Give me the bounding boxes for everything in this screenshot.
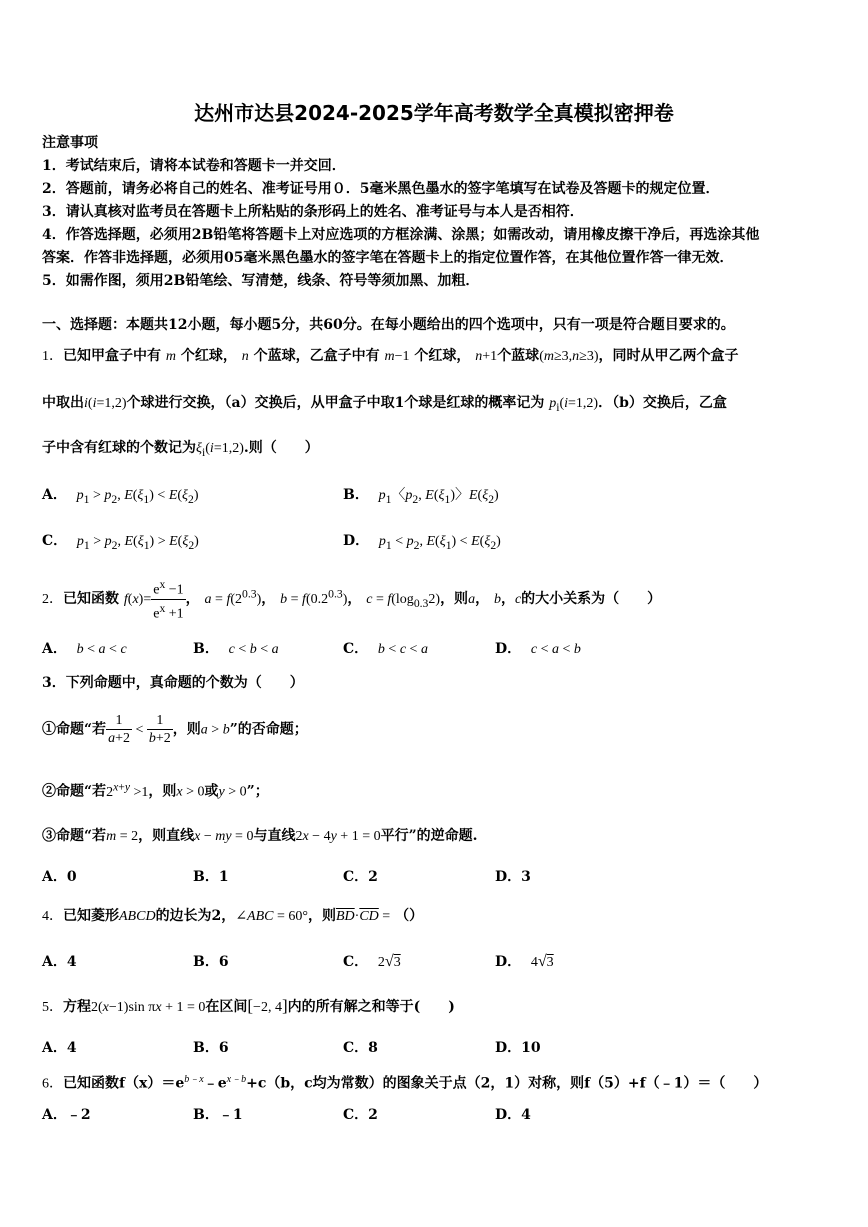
question-2-option-a[interactable]: A． b < a < c [42, 641, 127, 657]
question-4-option-b[interactable]: B．6 [193, 954, 229, 970]
question-1-line-2: 中取出i(i=1,2)个球进行交换，（a）交换后，从甲盒子中取1个球是红球的概率记为 $p_i(i=1,2)$．（b）交换后，乙盒 [42, 395, 727, 414]
question-5-option-a[interactable]: A．4 [42, 1040, 77, 1056]
notice-item-4: 4．作答选择题，必须用2B铅笔将答题卡上对应选项的方框涂满、涂黑；如需改动，请用橡皮擦干净后，再选涂其他 [42, 227, 760, 243]
question-3-option-c[interactable]: C．2 [343, 869, 378, 885]
exam-title: 达州市达县2024-2025学年高考数学全真模拟密押卷 [194, 101, 674, 125]
question-6-option-a[interactable]: A．﹣2 [42, 1107, 91, 1123]
question-4-option-a[interactable]: A．4 [42, 954, 77, 970]
question-1-line-1: 1．已知甲盒子中有 m 个红球， n 个蓝球，乙盒子中有 m−1 个红球， n+1个蓝球(m≥3,n≥3)，同时从甲乙两个盒子 [42, 348, 739, 364]
question-3-proposition-3: ③命题“若m = 2，则直线x − my = 0与直线2x − 4y + 1 = 0平行”的逆命题. [42, 828, 478, 844]
question-4-option-c[interactable]: C． 2√3 [343, 953, 401, 970]
question-6-option-d[interactable]: D．4 [495, 1107, 531, 1123]
question-6-option-b[interactable]: B．﹣1 [193, 1107, 243, 1123]
notice-item-2: 2．答题前，请务必将自己的姓名、准考证号用０．5毫米黑色墨水的签字笔填写在试卷及答题卡的规定位置． [42, 181, 720, 197]
question-2-stem: 2．已知函数 f(x)= $\frac{e^x -1}{e^x +1}$ ， $a = f(2^{0.3})$， $b = f(0.2^{0.3})$， $c = f(\log_{0.3}2)$，则a， b，c的大小关系为（ ） [42, 578, 662, 622]
question-1-option-d[interactable]: D． $p_1 < p_2$, $E(\xi_1) < E(\xi_2)$ [343, 533, 501, 552]
question-5-option-b[interactable]: B．6 [193, 1040, 229, 1056]
notice-item-3: 3．请认真核对监考员在答题卡上所粘贴的条形码上的姓名、准考证号与本人是否相符． [42, 204, 584, 220]
question-5-option-d[interactable]: D．10 [495, 1040, 541, 1056]
question-3-option-a[interactable]: A．0 [42, 869, 77, 885]
question-2-option-b[interactable]: B． c < b < a [193, 641, 279, 657]
question-2-option-c[interactable]: C． b < c < a [343, 641, 428, 657]
question-3-proposition-1: ①命题“若 $\frac{1}{a+2}$ < $\frac{1}{b+2}$ ，则a > b”的否命题； [42, 713, 308, 746]
question-2-option-d[interactable]: D． c < a < b [495, 641, 581, 657]
notice-item-1: 1．考试结束后，请将本试卷和答题卡一并交回． [42, 158, 346, 174]
notice-item-4-cont: 答案．作答非选择题，必须用05毫米黑色墨水的签字笔在答题卡上的指定位置作答，在其他位置作答一律无效． [42, 250, 734, 266]
question-3-stem: 3．下列命题中，真命题的个数为（ ） [42, 675, 304, 691]
question-4-stem: 4．已知菱形ABCD的边长为2，∠ABC = 60°，则$\overline{BD}\cdot\overline{CD}$ = （） [42, 908, 424, 924]
question-6-option-c[interactable]: C．2 [343, 1107, 378, 1123]
section-heading: 一、选择题：本题共12小题，每小题5分，共60分。在每小题给出的四个选项中，只有一项是符合题目要求的。 [42, 317, 735, 333]
question-3-proposition-2: ②命题“若$2^{x+y} >1$，则x > 0或y > 0”； [42, 780, 269, 800]
question-3-option-d[interactable]: D．3 [495, 869, 531, 885]
notice-heading: 注意事项 [42, 135, 98, 151]
question-6-stem: 6．已知函数$f(x)=e^{b﹣x}﹣e^{x﹣b}+c(b$，c均为常数）的图象关于点（2，1）对称，则f（5）+f（﹣1）＝（ ） [42, 1074, 768, 1092]
question-1-option-c[interactable]: C． $p_1 > p_2$, $E(\xi_1) > E(\xi_2)$ [42, 533, 199, 552]
question-5-option-c[interactable]: C．8 [343, 1040, 378, 1056]
question-3-option-b[interactable]: B．1 [193, 869, 229, 885]
question-5-stem: 5．方程2(x−1)sin πx + 1 = 0在区间[−2, 4]内的所有解之和等于( ) [42, 996, 455, 1015]
question-1-line-3: 子中含有红球的个数记为$\xi_i(i=1,2)$.则（ ） [42, 440, 319, 459]
question-4-option-d[interactable]: D． 4√3 [495, 953, 554, 970]
question-1-option-b[interactable]: B． $p_1$〈$p_2$, $E(\xi_1)$〉$E(\xi_2)$ [343, 487, 499, 506]
notice-item-5: 5．如需作图，须用2B铅笔绘、写清楚，线条、符号等须加黑、加粗． [42, 273, 480, 289]
question-1-option-a[interactable]: A． $p_1 > p_2$, $E(\xi_1) < E(\xi_2)$ [42, 487, 199, 506]
